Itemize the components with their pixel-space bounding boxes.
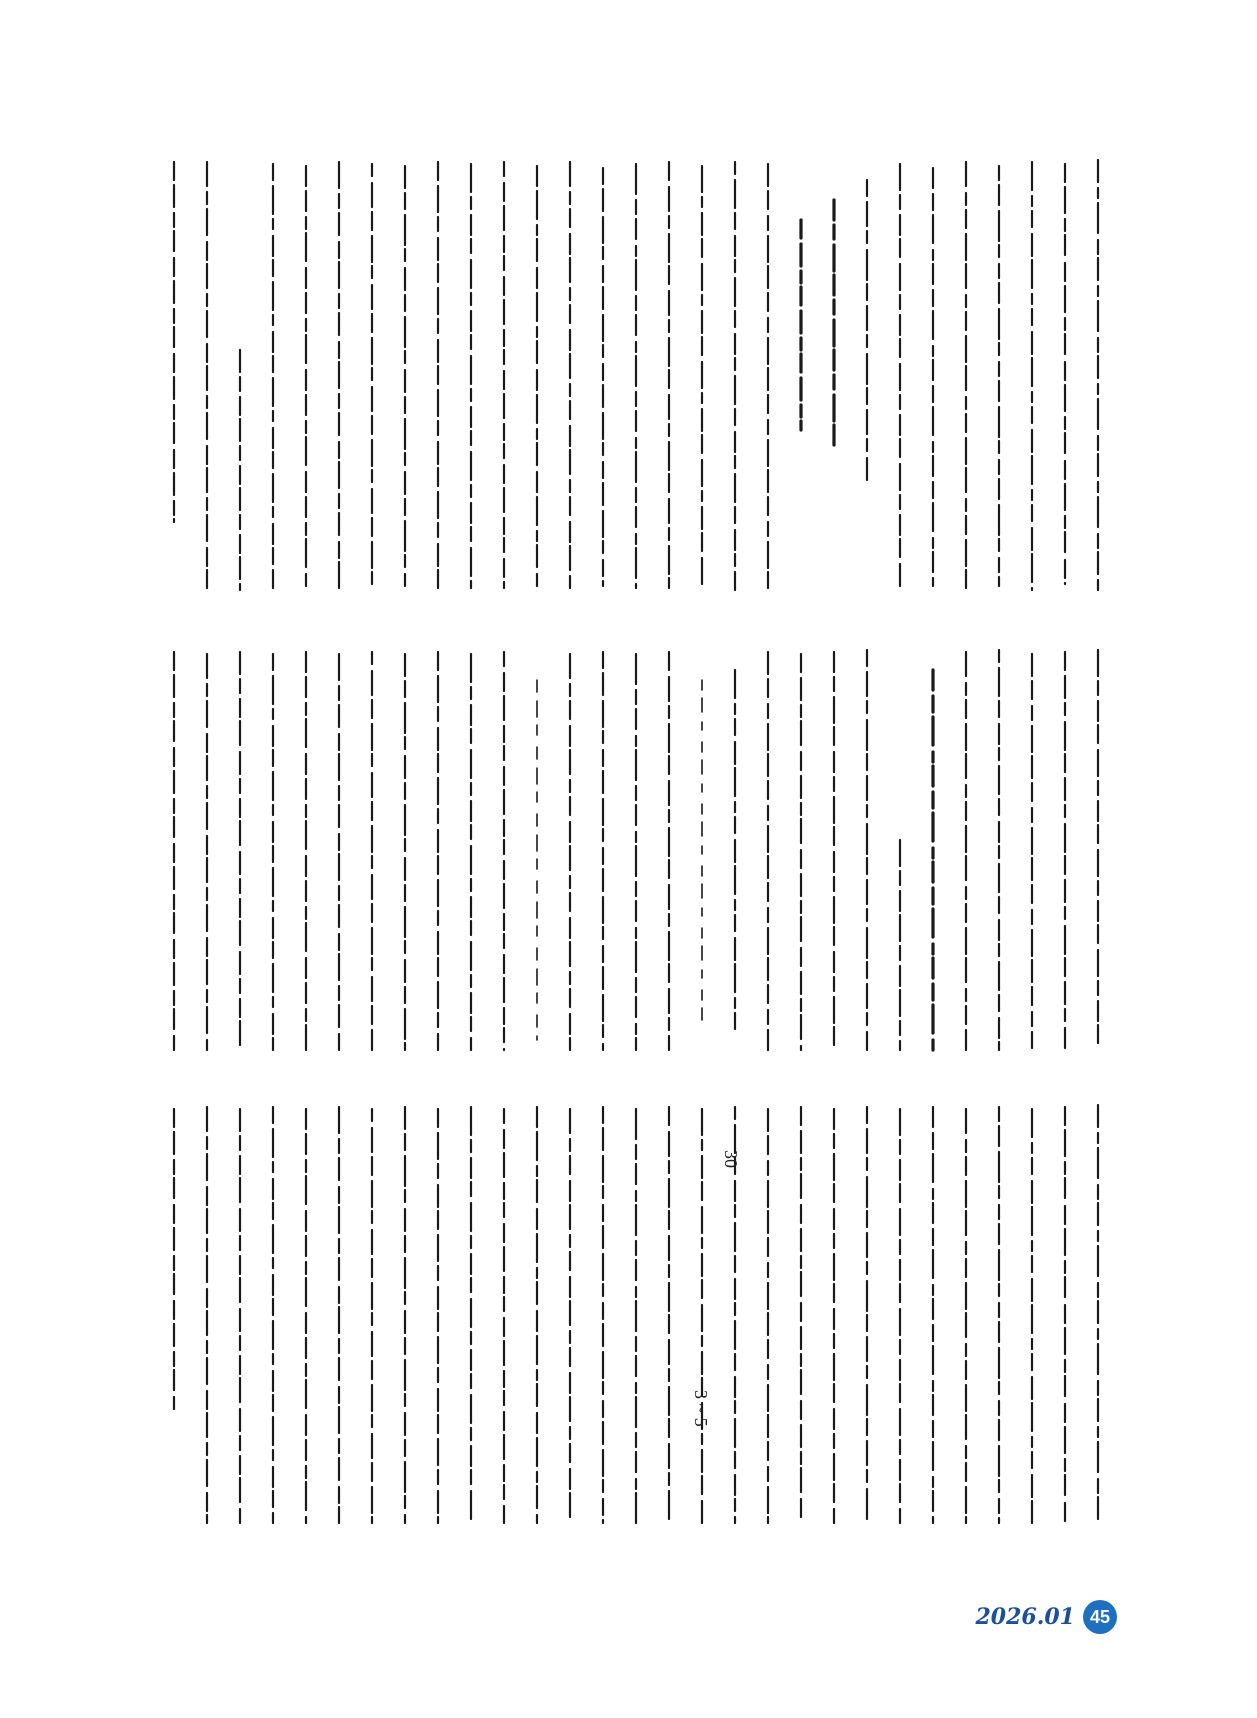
issue-label: 2026.01 — [975, 1604, 1075, 1630]
text-block-bottom — [168, 1095, 1128, 1535]
inline-number-thirty: 30 — [721, 1150, 741, 1168]
mongolian-text-lines-middle — [168, 640, 1128, 1060]
mongolian-text-lines-bottom — [168, 1095, 1128, 1535]
page-number-badge: 45 — [1083, 1600, 1117, 1634]
text-block-middle — [168, 640, 1128, 1060]
mongolian-text-lines-top — [168, 150, 1128, 605]
page-footer — [975, 1600, 1117, 1634]
inline-number-range: 3 ~ 5 — [691, 1390, 711, 1427]
text-block-top — [168, 150, 1128, 605]
